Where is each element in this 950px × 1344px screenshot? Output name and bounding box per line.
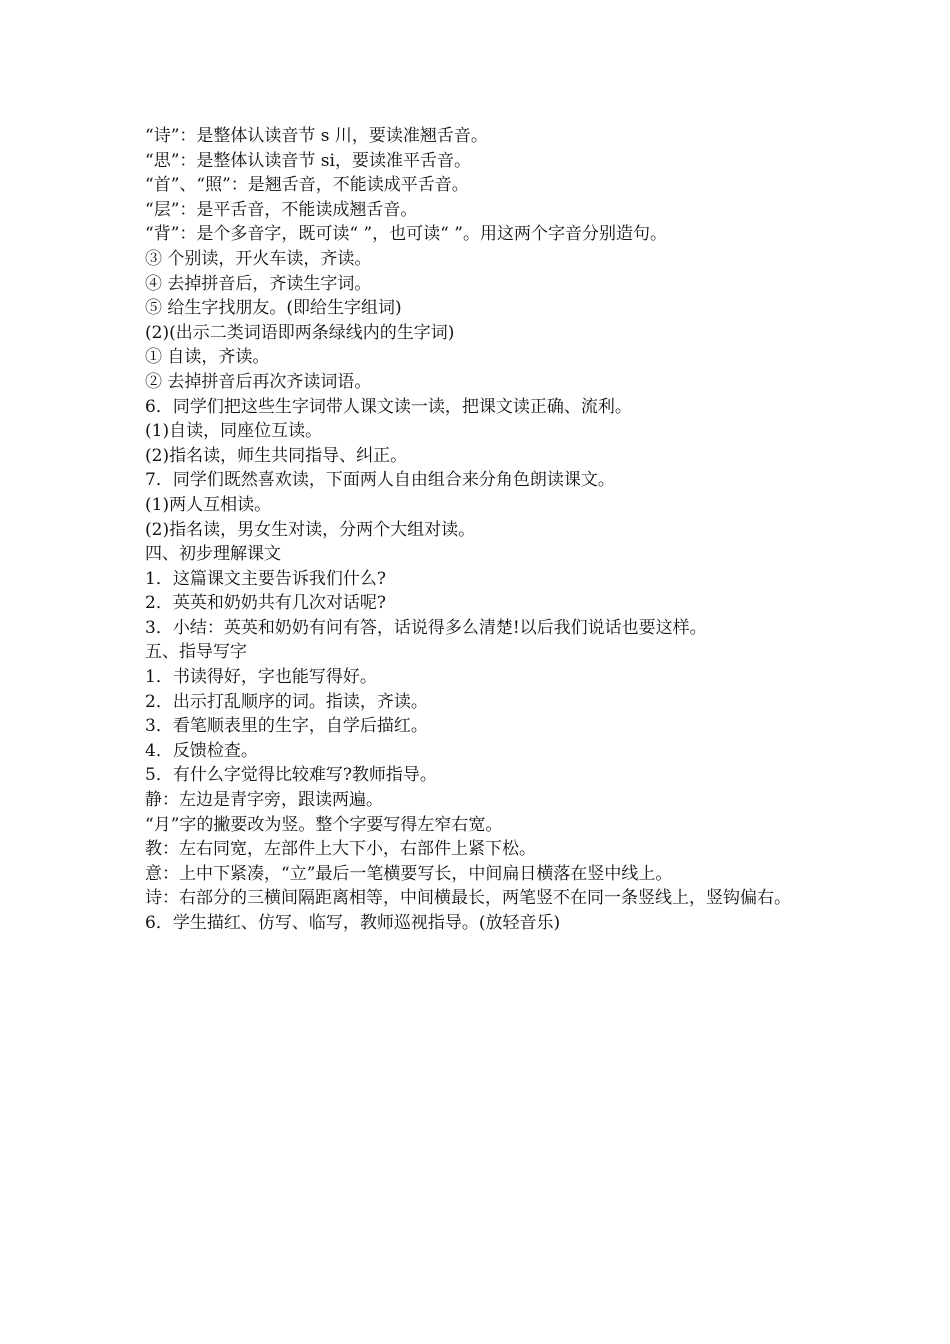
document-body bbox=[145, 124, 817, 936]
list-item: 1．书读得好，字也能写得好。 bbox=[145, 667, 377, 688]
list-item: 1．这篇课文主要告诉我们什么? bbox=[145, 568, 386, 589]
text-line: “层”：是平舌音，不能读成翘舌音。 bbox=[145, 199, 418, 220]
list-item: 6．同学们把这些生字词带人课文读一读，把课文读正确、流利。 bbox=[145, 396, 632, 417]
list-item: 4．反馈检查。 bbox=[145, 740, 258, 761]
list-item: (2)(出示二类词语即两条绿线内的生字词) bbox=[145, 322, 455, 343]
section-heading: 四、初步理解课文 bbox=[145, 544, 281, 565]
text-line: “月”字的撇要改为竖。整个字要写得左窄右宽。 bbox=[145, 814, 503, 835]
list-item: 2．出示打乱顺序的词。指读，齐读。 bbox=[145, 691, 428, 712]
list-item: 3．小结：英英和奶奶有问有答，话说得多么清楚!以后我们说话也要这样。 bbox=[145, 617, 707, 638]
text-line: “诗”：是整体认读音节 s 川，要读准翘舌音。 bbox=[145, 126, 488, 146]
text-line: 静：左边是青字旁，跟读两遍。 bbox=[145, 790, 383, 811]
list-item: (2)指名读，男女生对读，分两个大组对读。 bbox=[145, 519, 476, 540]
text-line: 意：上中下紧凑，“立”最后一笔横要写长，中间扁日横落在竖中线上。 bbox=[145, 863, 673, 884]
list-item: (2)指名读，师生共同指导、纠正。 bbox=[145, 445, 408, 466]
list-item: (1)自读，同座位互读。 bbox=[145, 421, 323, 442]
list-item: 5．有什么字觉得比较难写?教师指导。 bbox=[145, 765, 437, 786]
text-line: 诗：右部分的三横间隔距离相等，中间横最长，两笔竖不在同一条竖线上，竖钩偏右。 bbox=[145, 888, 791, 909]
list-item: 2．英英和奶奶共有几次对话呢? bbox=[145, 593, 386, 614]
text-line: “首”、“照”：是翘舌音，不能读成平舌音。 bbox=[145, 175, 469, 196]
text-line: “思”：是整体认读音节 si，要读准平舌音。 bbox=[145, 150, 471, 171]
section-heading: 五、指导写字 bbox=[145, 642, 247, 663]
list-item: ① 自读，齐读。 bbox=[145, 347, 270, 368]
list-item: 7．同学们既然喜欢读，下面两人自由组合来分角色朗读课文。 bbox=[145, 470, 615, 491]
list-item: ⑤ 给生字找朋友。(即给生字组词) bbox=[145, 298, 402, 319]
list-item: (1)两人互相读。 bbox=[145, 494, 272, 515]
list-item: ③ 个别读，开火车读，齐读。 bbox=[145, 248, 372, 269]
list-item: 6．学生描红、仿写、临写，教师巡视指导。(放轻音乐) bbox=[145, 913, 561, 933]
list-item: ④ 去掉拼音后，齐读生字词。 bbox=[145, 273, 372, 294]
text-line: 教：左右同宽，左部件上大下小，右部件上紧下松。 bbox=[145, 839, 536, 860]
text-line: “背”：是个多音字，既可读“ ”，也可读“ ”。用这两个字音分别造句。 bbox=[145, 224, 667, 245]
list-item: ② 去掉拼音后再次齐读词语。 bbox=[145, 371, 372, 392]
list-item: 3．看笔顺表里的生字，自学后描红。 bbox=[145, 716, 428, 737]
